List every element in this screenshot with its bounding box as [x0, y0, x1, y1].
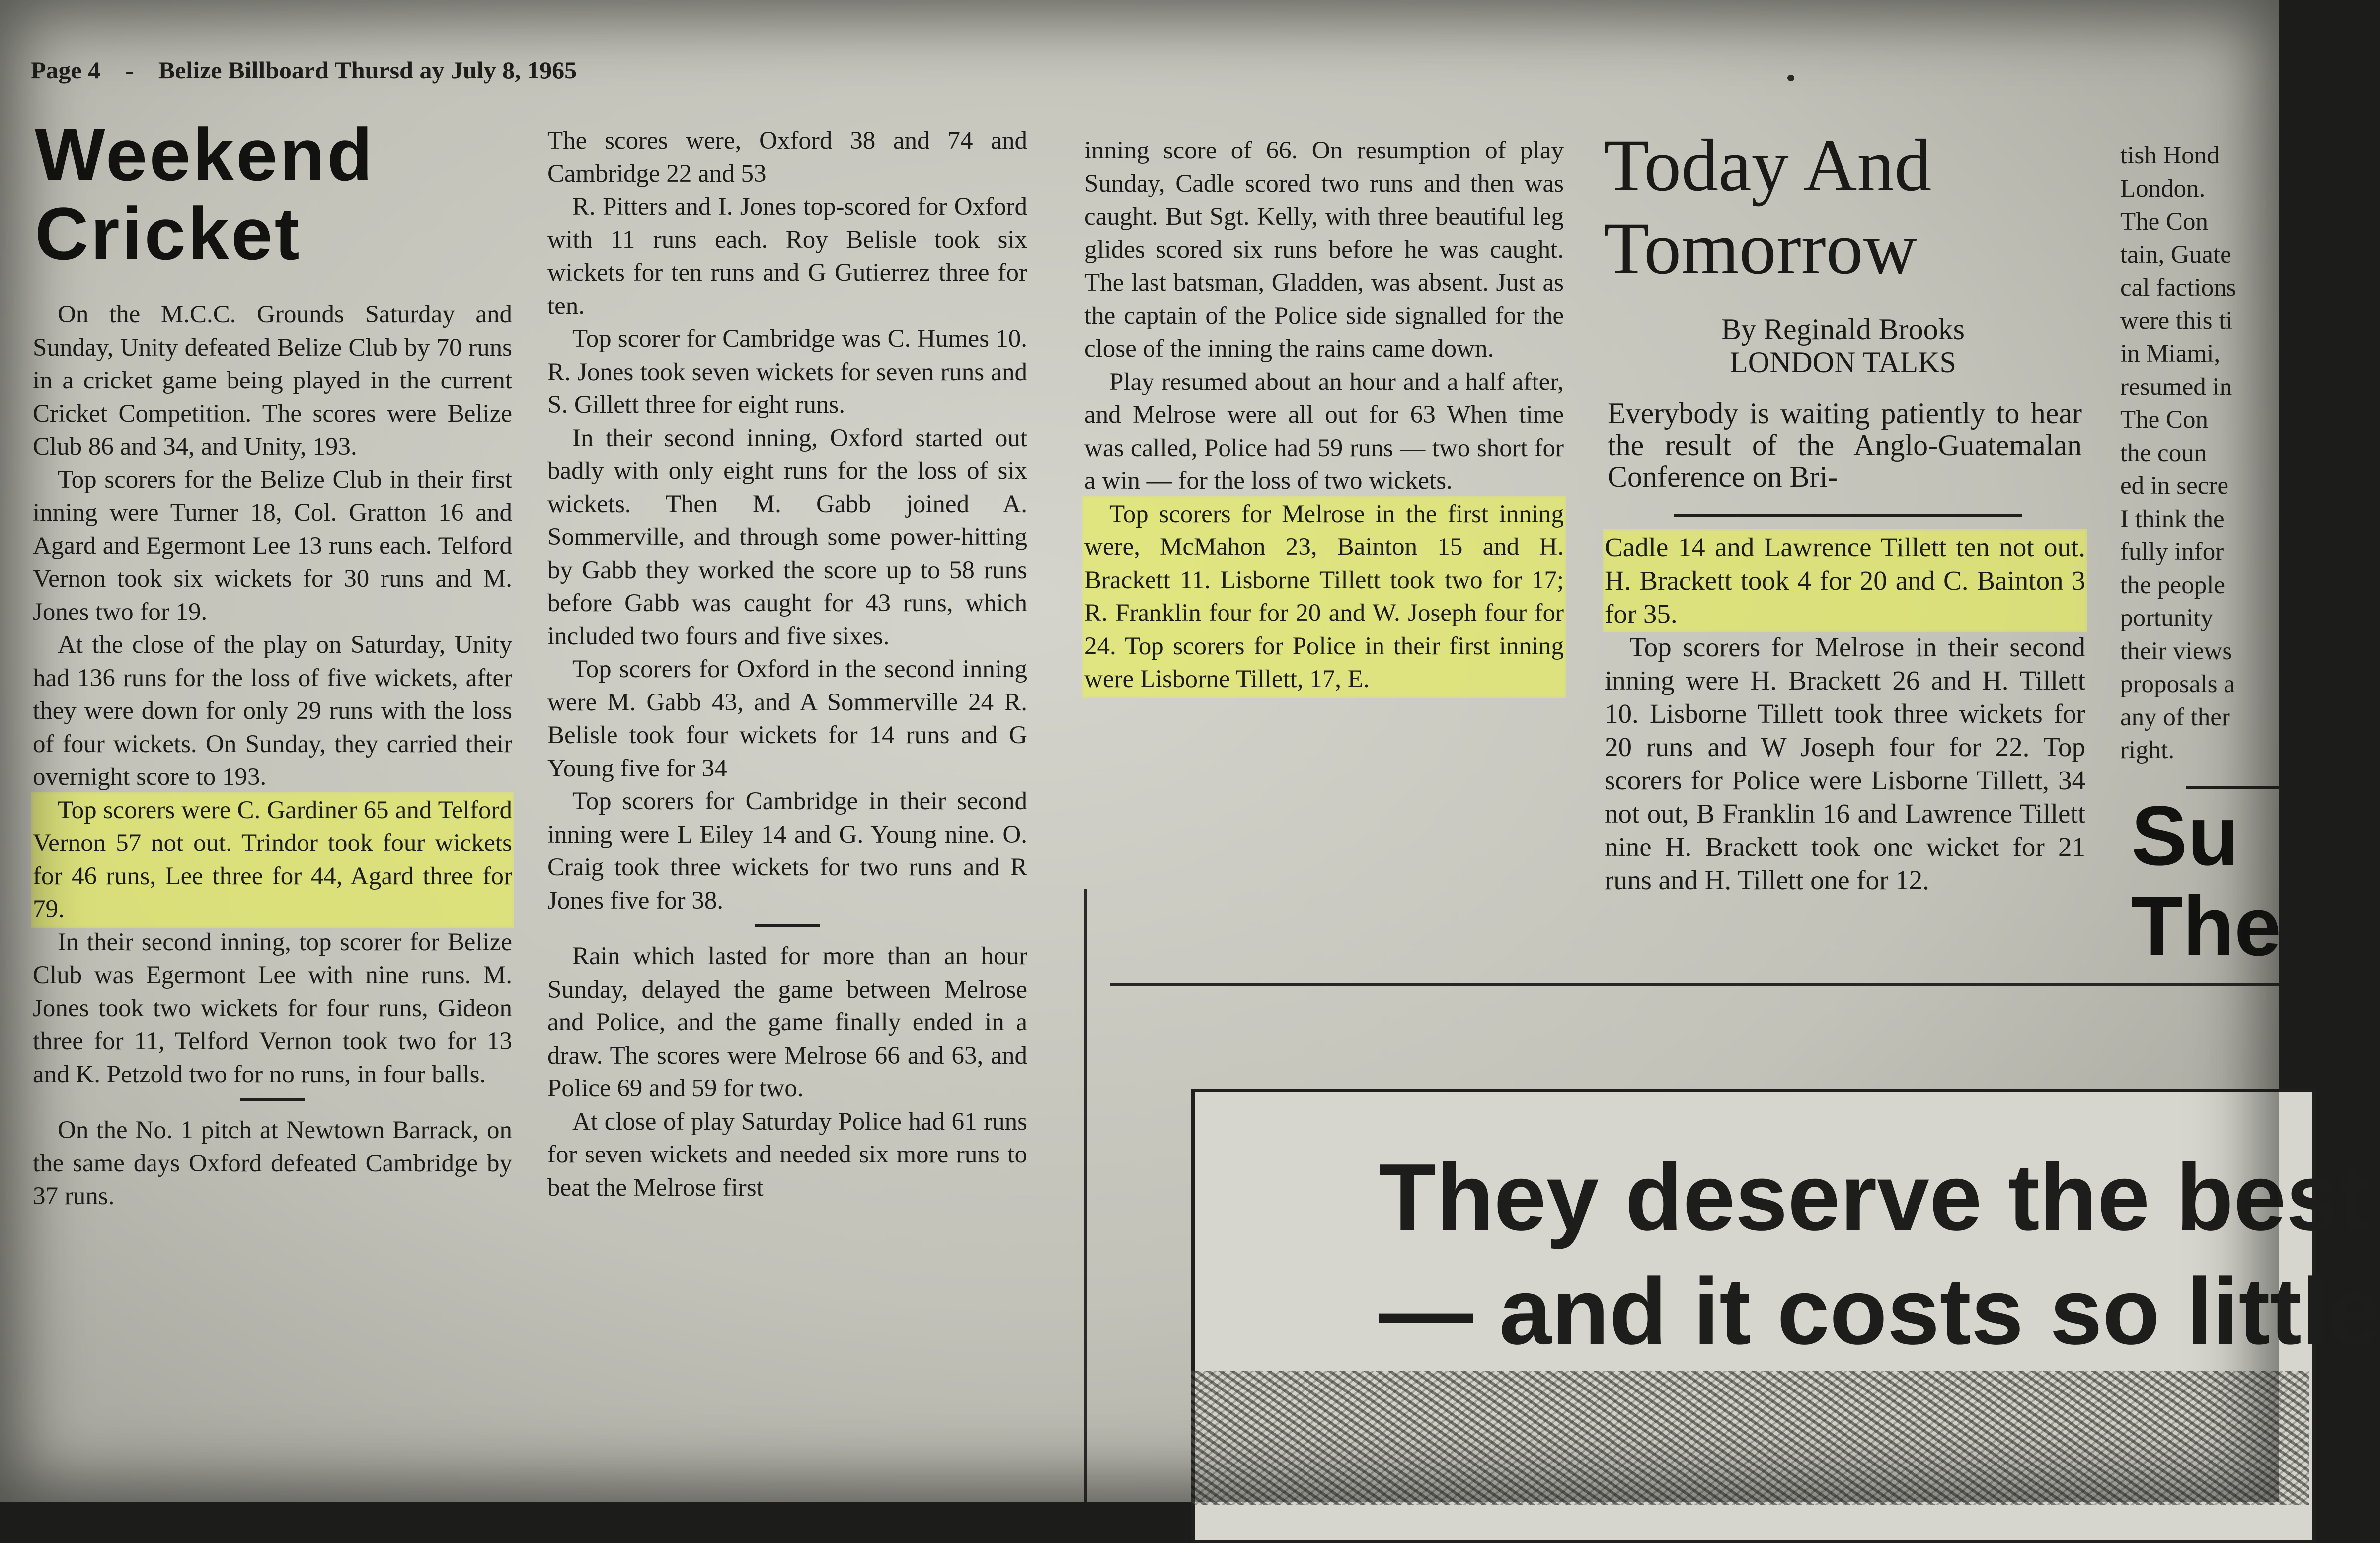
edge-line: any of ther — [2120, 703, 2230, 731]
paper-date: Belize Billboard Thursd ay July 8, 1965 — [158, 56, 577, 84]
section-divider — [755, 924, 820, 927]
paragraph: inning score of 66. On resumption of play Sunday, Cadle scored two runs and then was caught. But Sgt. Kelly, with three beautiful leg glides scored six runs before he was caught. The last batsman, Gladden, was absent. Just as the captain of the Police side signalled for the close of the inning the rains came down. — [1084, 137, 1564, 363]
paragraph: Top scorers for Oxford in the second inning were M. Gabb 43, and A Sommerville 24 R. Belisle took four wickets for 14 runs and G Young five for 34 — [547, 655, 1027, 782]
edge-line: right. — [2120, 736, 2175, 764]
paragraph: Top scorer for Cambridge was C. Humes 10. R. Jones took seven wickets for seven runs and S. Gillett three for eight runs. — [547, 325, 1027, 419]
paragraph: Top scorers for Cambridge in their second inning were L Eiley 14 and G. Young nine. O. Craig took three wickets for two runs and R Jones five for 38. — [547, 787, 1027, 915]
edge-headline-2: The — [2131, 879, 2282, 974]
section-rule — [1674, 514, 2022, 517]
column-rule — [1084, 889, 1087, 1502]
paragraph: At the close of the play on Saturday, Unity had 136 runs for the loss of five wickets, after they were down for only 29 runs with the loss of four wickets. On Sunday, they carried their overnight score to 193. — [33, 631, 512, 791]
paragraph: The scores were, Oxford 38 and 74 and Cambridge 22 and 53 — [547, 127, 1027, 188]
edge-column — [2120, 139, 2319, 767]
edge-line: proposals a — [2120, 670, 2235, 698]
edge-line: The Con — [2120, 208, 2209, 235]
cricket-column-3 — [1084, 134, 1564, 696]
ink-dot — [1787, 75, 1794, 81]
highlighted-paragraph: Cadle 14 and Lawrence Tillett ten not out. H. Brackett took 4 for 20 and C. Bainton 3 for 35. — [1605, 531, 2085, 630]
paragraph: R. Pitters and I. Jones top-scored for Oxford with 11 runs each. Roy Belisle took six wickets for ten runs and G Gutierrez three for ten. — [547, 193, 1027, 320]
ad-illustration — [1191, 1371, 2309, 1505]
ad-headline-line1: They deserve the best — [1379, 1145, 2370, 1250]
paragraph: Rain which lasted for more than an hour Sunday, delayed the game between Melrose and Police, and the game finally ended in a draw. The scores were Melrose 66 and 63, and Police 69 and 59 for two. — [547, 942, 1027, 1102]
section-divider — [240, 1098, 305, 1101]
today-intro: Everybody is waiting patiently to hear the result of the Anglo-Guatemalan Conference on Bri- — [1608, 397, 2082, 493]
cricket-column-2 — [547, 124, 1027, 1204]
page-header — [31, 56, 577, 84]
edge-line: portunity — [2120, 604, 2213, 632]
page-number: Page 4 — [31, 56, 101, 84]
cricket-column-4 — [1605, 531, 2085, 897]
edge-line: I think the — [2120, 505, 2225, 533]
headline-cricket: Cricket — [35, 192, 302, 275]
edge-line: ed in secre — [2120, 472, 2229, 500]
edge-line: were this ti — [2120, 307, 2233, 335]
header-separator: - — [125, 56, 134, 84]
headline-tomorrow: Tomorrow — [1604, 207, 1918, 290]
paragraph: At close of play Saturday Police had 61 runs for seven wickets and needed six more runs to beat the Melrose first — [547, 1107, 1027, 1202]
edge-line: The Con — [2120, 406, 2209, 434]
edge-line: London. — [2120, 174, 2206, 203]
cricket-column-1 — [33, 298, 512, 1213]
edge-line: the people — [2120, 571, 2225, 599]
highlighted-paragraph: Top scorers for Melrose in the first inning were, McMahon 23, Bainton 15 and H. Brackett 11. Lisborne Tillett took two for 17; R. Franklin four for 20 and W. Joseph four for 24. Top scorers for Police in their first inning were Lisborne Tillett, 17, E. — [1084, 498, 1564, 696]
highlighted-paragraph: Top scorers were C. Gardiner 65 and Telford Vernon 57 not out. Trindor took four wickets for 46 runs, Lee three for 44, Agard three for 79. — [33, 794, 512, 926]
paragraph: In their second inning, top scorer for Belize Club was Egermont Lee with nine runs. M. Jones took two wickets for four runs, Gideon three for 11, Telford Vernon took two for 13 and K. Petzold two for no runs, in four balls. — [33, 928, 512, 1088]
edge-line: tish Hond — [2120, 142, 2220, 169]
edge-line: resumed in — [2120, 373, 2232, 401]
edge-line: their views — [2120, 637, 2232, 665]
headline-today: Today And — [1604, 124, 1932, 207]
byline — [1605, 313, 2081, 379]
ad-headline-line2: — and it costs so little — [1379, 1259, 2380, 1364]
paragraph: On the M.C.C. Grounds Saturday and Sunday, Unity defeated Belize Club by 70 runs in a cricket game being played in the current Cricket Competition. The scores were Belize Club 86 and 34, and Unity, 193. — [33, 301, 512, 461]
edge-line: the coun — [2120, 439, 2207, 467]
headline-weekend: Weekend — [35, 113, 375, 196]
edge-line: tain, Guate — [2120, 240, 2231, 269]
byline-author: By Reginald Brooks — [1721, 313, 1965, 346]
paragraph: Top scorers for the Belize Club in their first inning were Turner 18, Col. Gratton 16 and Agard and Egermont Lee 13 runs each. Telford Vernon took six wickets for 30 runs and M. Jones two for 19. — [33, 465, 512, 626]
edge-line: in Miami, — [2120, 340, 2221, 368]
paragraph: Top scorers for Melrose in their second inning were H. Brackett 26 and H. Tillett 10. Lisborne Tillett took three wickets for 20 runs and W Joseph four for 22. Top scorers for Police were Lisborne Tillett, 34 not out, B Franklin 16 and Lawrence Tillett nine H. Brackett took one wicket for 21 runs and H. Tillett one for 12. — [1605, 632, 2085, 895]
edge-headline-1: Su — [2131, 789, 2239, 883]
horizontal-rule — [1110, 983, 2279, 986]
paragraph: Play resumed about an hour and a half after, and Melrose were all out for 63 When time was called, Police had 59 runs — two short for a win — for the loss of two wickets. — [1084, 368, 1564, 495]
edge-line: cal factions — [2120, 274, 2236, 302]
paragraph: On the No. 1 pitch at Newtown Barrack, on the same days Oxford defeated Cambridge by 37 runs. — [33, 1116, 512, 1210]
paragraph: In their second inning, Oxford started out badly with only eight runs for the loss of six wickets. Then M. Gabb joined A. Sommerville, and through some power-hitting by Gabb they worked the score up to 58 runs before Gabb was caught for 43 runs, which included two fours and five sixes. — [547, 424, 1027, 650]
byline-section: LONDON TALKS — [1730, 346, 1956, 379]
edge-line: fully infor — [2120, 538, 2224, 566]
